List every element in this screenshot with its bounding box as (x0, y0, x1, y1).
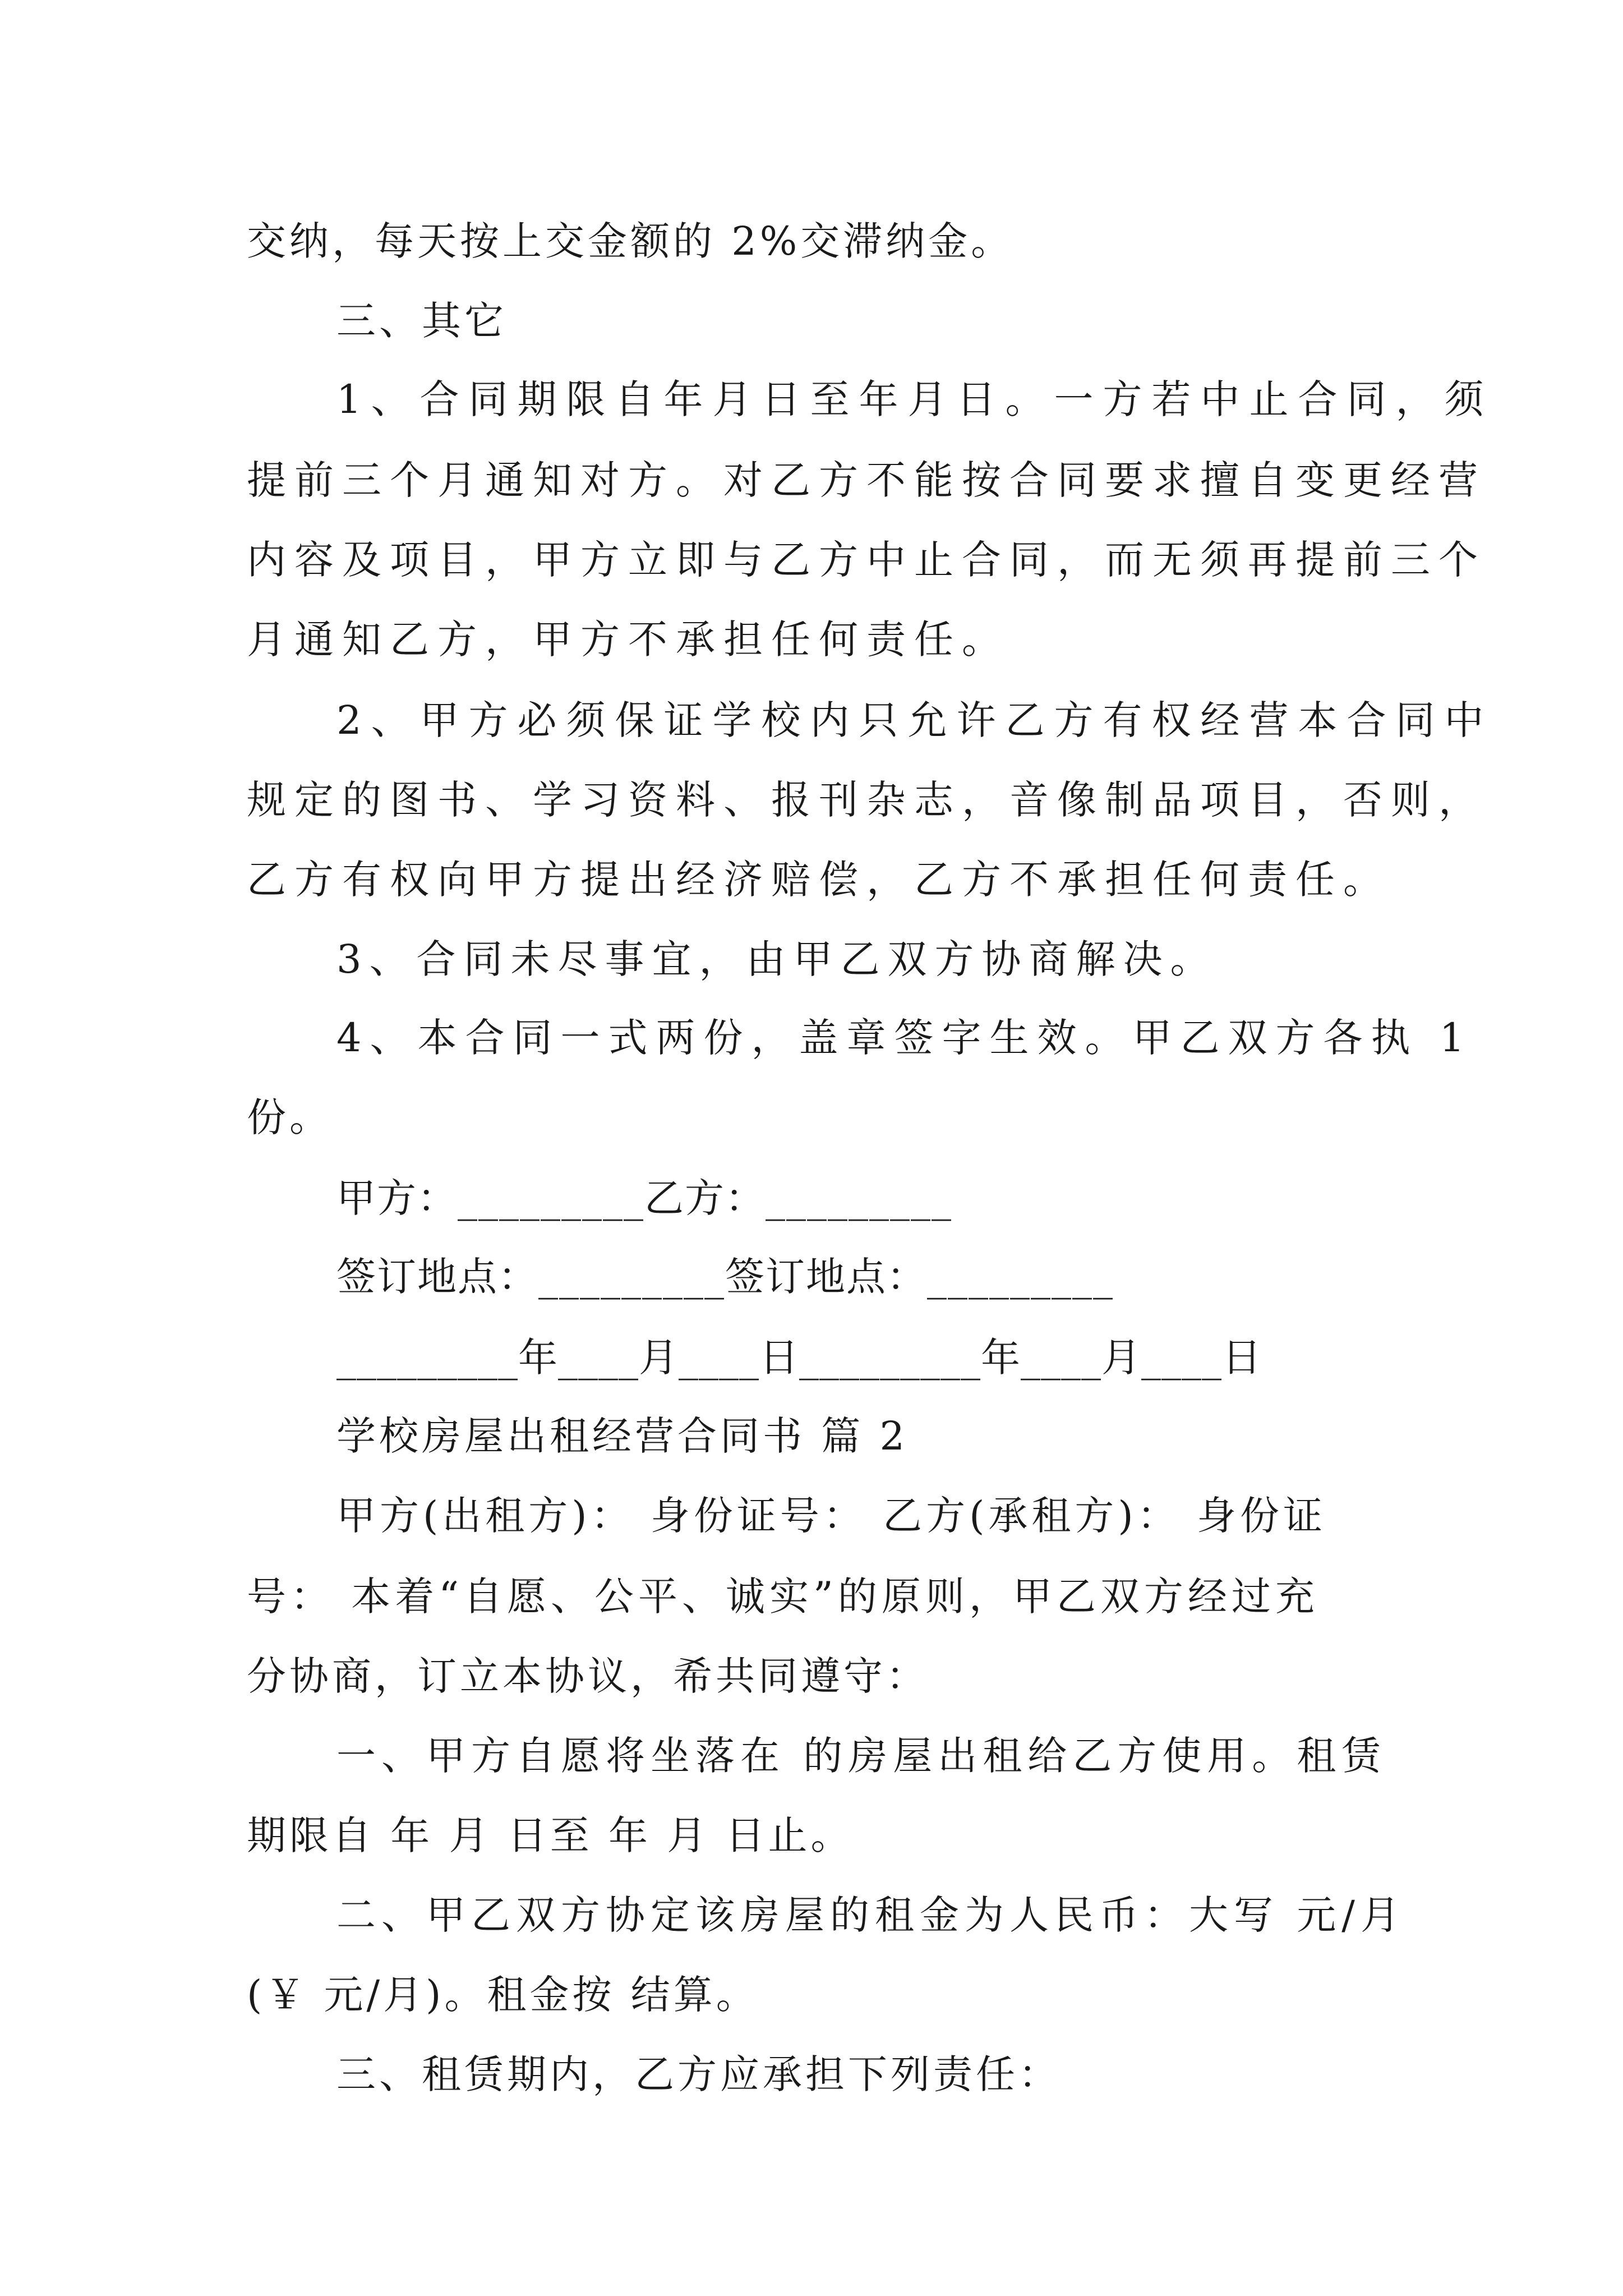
text-line: 甲方(出租方)： 身份证号： 乙方(承租方)： 身份证 (336, 1493, 1326, 1539)
text-line: 期限自 年 月 日至 年 月 日止。 (247, 1812, 854, 1858)
text-line: 2、甲方必须保证学校内只允许乙方有权经营本合同中 (336, 697, 1493, 743)
signing-place-line: 签订地点：_________签订地点：_________ (336, 1254, 1114, 1300)
text-line: 二、甲乙双方协定该房屋的租金为人民币：大写 元/月 (336, 1892, 1405, 1938)
date-line: _________年____月____日_________年____月____日 (336, 1335, 1262, 1381)
text-line: 三、租赁期内，乙方应承担下列责任： (336, 2051, 1061, 2097)
section-title: 学校房屋出租经营合同书 篇 2 (336, 1413, 909, 1459)
text-line: 1、合同期限自年月日至年月日。一方若中止合同，须 (336, 376, 1493, 422)
text-line: 号： 本着“自愿、公平、诚实”的原则，甲乙双方经过充 (247, 1573, 1319, 1619)
text-line: (￥ 元/月)。租金按 结算。 (247, 1972, 759, 2018)
text-line: 内容及项目，甲方立即与乙方中止合同，而无须再提前三个 (247, 537, 1486, 583)
text-line: 乙方有权向甲方提出经济赔偿，乙方不承担任何责任。 (247, 857, 1391, 903)
text-line: 规定的图书、学习资料、报刊杂志，音像制品项目，否则， (247, 777, 1486, 823)
text-line: 4、本合同一式两份，盖章签字生效。甲乙双方各执 1 (336, 1015, 1473, 1061)
text-line: 一、甲方自愿将坐落在 的房屋出租给乙方使用。租赁 (336, 1733, 1387, 1779)
text-line: 提前三个月通知对方。对乙方不能按合同要求擅自变更经营 (247, 457, 1486, 503)
text-line: 月通知乙方，甲方不承担任何责任。 (247, 616, 1009, 662)
text-line: 份。 (247, 1094, 332, 1140)
signature-line: 甲方：_________乙方：_________ (336, 1175, 952, 1221)
text-line: 分协商，订立本协议，希共同遵守： (247, 1653, 929, 1699)
section-heading: 三、其它 (336, 298, 507, 344)
text-line: 3、合同未尽事宜，由甲乙双方协商解决。 (336, 936, 1218, 982)
text-line: 交纳，每天按上交金额的 2%交滞纳金。 (247, 218, 1014, 264)
